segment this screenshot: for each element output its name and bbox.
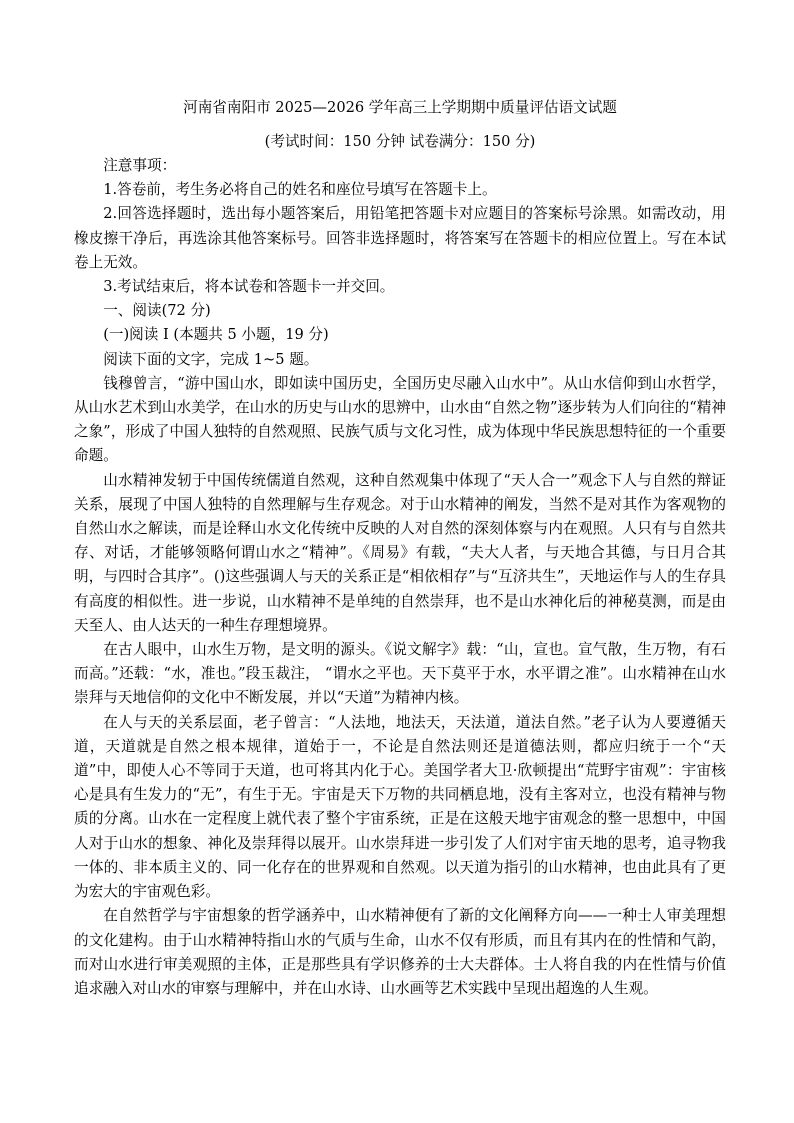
notice-item-3: 3.考试结束后，将本试卷和答题卡一并交回。 <box>103 278 395 296</box>
reading-instruction: 阅读下面的文字，完成 1~5 题。 <box>103 350 319 368</box>
section-heading: 一、阅读(72 分) <box>103 302 211 320</box>
subsection-heading: (一)阅读 I (本题共 5 小题，19 分) <box>103 326 329 344</box>
passage-paragraph-4: 在人与天的关系层面，老子曾言：“人法地，地法天，天法道，道法自然。”老子认为人要遵循天道，天道就是自然之根本规律，道始于一，不论是自然法则还是道德法则，都应归统于一个“天道”中，即使人心不等同于天道，也可将其内化于心。美国学者大卫·欣顿提出“荒野宇宙观”：宇宙核心是具有生发力的“无”，有生于无。宇宙是天下万物的共同栖息地，没有主客对立，也没有精神与物质的分离。山水在一定程度上就代表了整个宇宙系统，正是在这般天地宇宙观念的整一思想中，中国人对于山水的想象、神化及崇拜得以展开。山水崇拜进一步引发了人们对宇宙天地的思考，追寻物我一体的、非本质主义的、同一化存在的世界观和自然观。以天道为指引的山水精神，也由此具有了更为宏大的宇宙观色彩。 <box>74 713 726 901</box>
passage-paragraph-3: 在古人眼中，山水生万物，是文明的源头。《说文解字》载：“山，宣也。宣气散，生万物，有石而高。”还载：“水，准也。”段玉裁注， “谓水之平也。天下莫平于水，水平谓之准”。山水精神在山水崇拜与天地信仰的文化中不断发展，并以“天道”为精神内核。 <box>74 641 726 707</box>
passage-paragraph-1: 钱穆曾言，“游中国山水，即如读中国历史，全国历史尽融入山水中”。从山水信仰到山水哲学，从山水艺术到山水美学，在山水的历史与山水的思辨中，山水由“自然之物”逐步转为人们向往的“精神之象”，形成了中国人独特的自然观照、民族气质与文化习性，成为体现中华民族思想特征的一个重要命题。 <box>74 374 726 465</box>
exam-title: 河南省南阳市 2025—2026 学年高三上学期期中质量评估语文试题 <box>183 99 617 116</box>
notice-item-2: 2.回答选择题时，选出每小题答案后，用铅笔把答题卡对应题目的答案标号涂黑。如需改动，用橡皮擦干净后，再选涂其他答案标号。回答非选择题时，将答案写在答题卡的相应位置上。写在本试卷上无效。 <box>74 205 726 271</box>
exam-subtitle: (考试时间：150 分钟 试卷满分：150 分) <box>264 133 536 150</box>
notice-item-1: 1.答卷前，考生务必将自己的姓名和座位号填写在答题卡上。 <box>103 181 497 199</box>
passage-paragraph-2: 山水精神发轫于中国传统儒道自然观，这种自然观集中体现了“天人合一”观念下人与自然的辩证关系，展现了中国人独特的自然理解与生存观念。对于山水精神的阐发，当然不是对其作为客观物的自然山水之解读，而是诠释山水文化传统中反映的人对自然的深刻体察与内在观照。人只有与自然共存、对话，才能够领略何谓山水之“精神”。《周易》有载，“夫大人者，与天地合其德，与日月合其明，与四时合其序”。()这些强调人与天的关系正是“相依相存”与“互济共生”，天地运作与人的生存具有高度的相似性。进一步说，山水精神不是单纯的自然崇拜，也不是山水神化后的神秘莫测，而是由天至人、由人达天的一种生存理想境界。 <box>74 471 726 634</box>
notice-heading: 注意事项： <box>103 157 177 174</box>
exam-page <box>74 96 726 1001</box>
passage-paragraph-5: 在自然哲学与宇宙想象的哲学涵养中，山水精神便有了新的文化阐释方向——一种士人审美理想的文化建构。由于山水精神特指山水的气质与生命，山水不仅有形质，而且有其内在的性情和气韵，而对山水进行审美观照的主体，正是那些具有学识修养的士大夫群体。士人将自我的内在性情与价值追求融入对山水的审察与理解中，并在山水诗、山水画等艺术实践中呈现出超逸的人生观。 <box>74 907 726 997</box>
